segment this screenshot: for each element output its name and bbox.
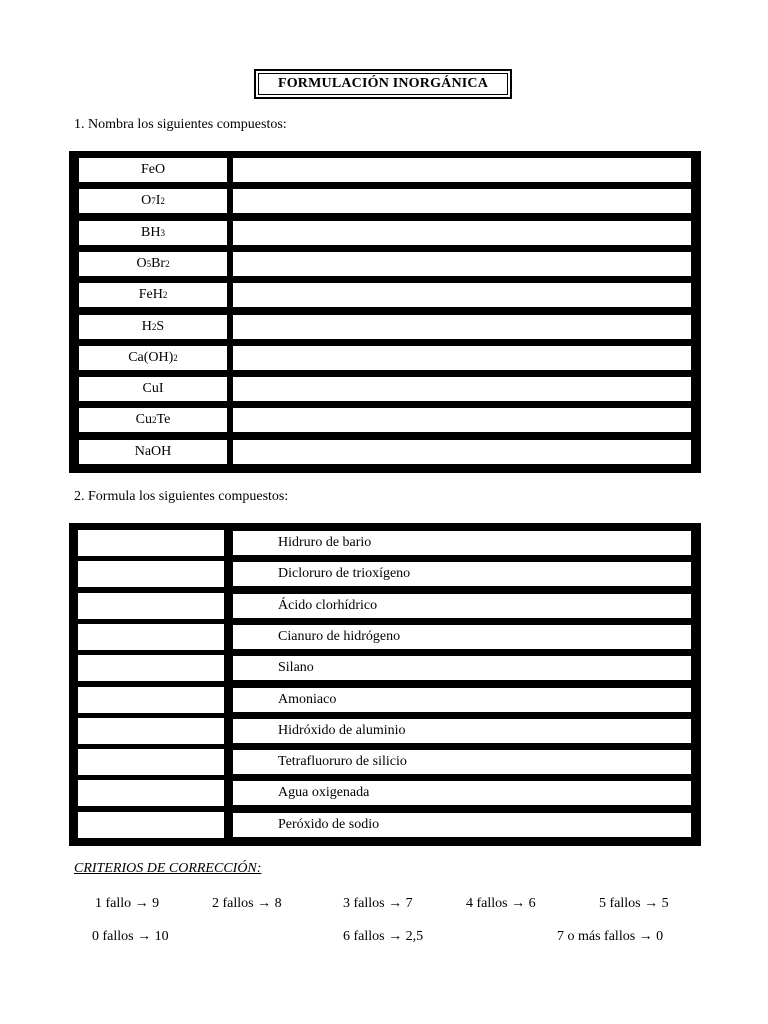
compound-name-cell: Amoniaco bbox=[232, 687, 692, 713]
formula-cell: FeH 2 bbox=[78, 282, 228, 308]
formula-text: I bbox=[155, 193, 161, 209]
formula-cell: O 7 I 2 bbox=[78, 188, 228, 214]
compound-name-cell: Agua oxigenada bbox=[232, 780, 692, 806]
compound-name-cell: Hidruro de bario bbox=[232, 530, 692, 556]
compound-name-cell: Peróxido de sodio bbox=[232, 812, 692, 838]
formula-text: Te bbox=[156, 412, 171, 428]
compound-name-cell: Dicloruro de trioxígeno bbox=[232, 561, 692, 587]
section1-heading: 1. Nombra los siguientes compuestos: bbox=[74, 117, 287, 132]
table-row bbox=[69, 439, 701, 465]
formula-cell: Cu 2 Te bbox=[78, 407, 228, 433]
criteria-item: 0 fallos → 10 bbox=[92, 929, 169, 944]
table-row bbox=[69, 157, 701, 183]
compound-name-cell: Hidróxido de aluminio bbox=[232, 718, 692, 744]
table-row bbox=[69, 530, 701, 556]
answer-cell[interactable] bbox=[232, 407, 692, 433]
formula-text: BH bbox=[141, 224, 161, 240]
criteria-title: CRITERIOS DE CORRECCIÓN: bbox=[74, 861, 262, 876]
criteria-item: 5 fallos → 5 bbox=[599, 896, 669, 911]
table-row bbox=[69, 718, 701, 744]
table-row bbox=[69, 780, 701, 806]
answer-cell[interactable] bbox=[232, 376, 692, 402]
answer-cell[interactable] bbox=[232, 251, 692, 277]
formula-text: H bbox=[141, 318, 152, 334]
answer-cell[interactable] bbox=[232, 314, 692, 340]
formula-table bbox=[69, 523, 701, 846]
formula-text: O bbox=[141, 193, 152, 209]
table-row bbox=[69, 345, 701, 371]
answer-cell[interactable] bbox=[78, 687, 224, 713]
formula-text: FeO bbox=[140, 162, 166, 177]
table-row bbox=[69, 407, 701, 433]
table-row bbox=[69, 282, 701, 308]
formula-cell: H 2 S bbox=[78, 314, 228, 340]
naming-table bbox=[69, 151, 701, 473]
table-row bbox=[69, 812, 701, 838]
table-row bbox=[69, 314, 701, 340]
formula-cell bbox=[78, 439, 228, 465]
answer-cell[interactable] bbox=[78, 749, 224, 775]
answer-cell[interactable] bbox=[78, 593, 224, 619]
answer-cell[interactable] bbox=[232, 282, 692, 308]
page-title: FORMULACIÓN INORGÁNICA bbox=[258, 73, 508, 95]
answer-cell[interactable] bbox=[78, 624, 224, 650]
formula-cell bbox=[78, 376, 228, 402]
section2-heading: 2. Formula los siguientes compuestos: bbox=[74, 489, 289, 504]
answer-cell[interactable] bbox=[232, 439, 692, 465]
formula-cell: Ca(OH) 2 bbox=[78, 345, 228, 371]
answer-cell[interactable] bbox=[232, 220, 692, 246]
criteria-item: 6 fallos → 2,5 bbox=[343, 929, 424, 944]
answer-cell[interactable] bbox=[78, 718, 224, 744]
compound-name-cell: Tetrafluoruro de silicio bbox=[232, 749, 692, 775]
formula-text: Ca(OH) bbox=[128, 349, 174, 365]
formula-cell bbox=[78, 157, 228, 183]
criteria-item: 7 o más fallos → 0 bbox=[557, 929, 664, 944]
answer-cell[interactable] bbox=[78, 780, 224, 806]
criteria-item: 3 fallos → 7 bbox=[343, 896, 413, 911]
table-row bbox=[69, 749, 701, 775]
formula-text: Cu bbox=[135, 412, 153, 428]
answer-cell[interactable] bbox=[232, 188, 692, 214]
answer-cell[interactable] bbox=[78, 561, 224, 587]
formula-cell: O 5 Br 2 bbox=[78, 251, 228, 277]
criteria-item: 2 fallos → 8 bbox=[212, 896, 282, 911]
compound-name-cell: Cianuro de hidrógeno bbox=[232, 624, 692, 650]
formula-text: NaOH bbox=[134, 443, 172, 459]
answer-cell[interactable] bbox=[232, 157, 692, 183]
formula-cell: BH 3 bbox=[78, 220, 228, 246]
table-row bbox=[69, 251, 701, 277]
table-row bbox=[69, 561, 701, 587]
compound-name-cell: Silano bbox=[232, 655, 692, 681]
criteria-item: 1 fallo → 9 bbox=[95, 896, 160, 911]
table-row bbox=[69, 687, 701, 713]
table-row bbox=[69, 655, 701, 681]
formula-text: FeH bbox=[138, 287, 163, 303]
formula-text: O bbox=[136, 255, 147, 271]
formula-text: CuI bbox=[142, 381, 164, 397]
compound-name-cell: Ácido clorhídrico bbox=[232, 593, 692, 619]
table-row bbox=[69, 624, 701, 650]
formula-text: S bbox=[156, 318, 165, 334]
formula-text: Br bbox=[151, 255, 166, 271]
title-box bbox=[254, 69, 512, 99]
answer-cell[interactable] bbox=[232, 345, 692, 371]
answer-cell[interactable] bbox=[78, 655, 224, 681]
table-row bbox=[69, 188, 701, 214]
table-row bbox=[69, 593, 701, 619]
table-row bbox=[69, 220, 701, 246]
answer-cell[interactable] bbox=[78, 812, 224, 838]
answer-cell[interactable] bbox=[78, 530, 224, 556]
table-row bbox=[69, 376, 701, 402]
criteria-item: 4 fallos → 6 bbox=[466, 896, 536, 911]
